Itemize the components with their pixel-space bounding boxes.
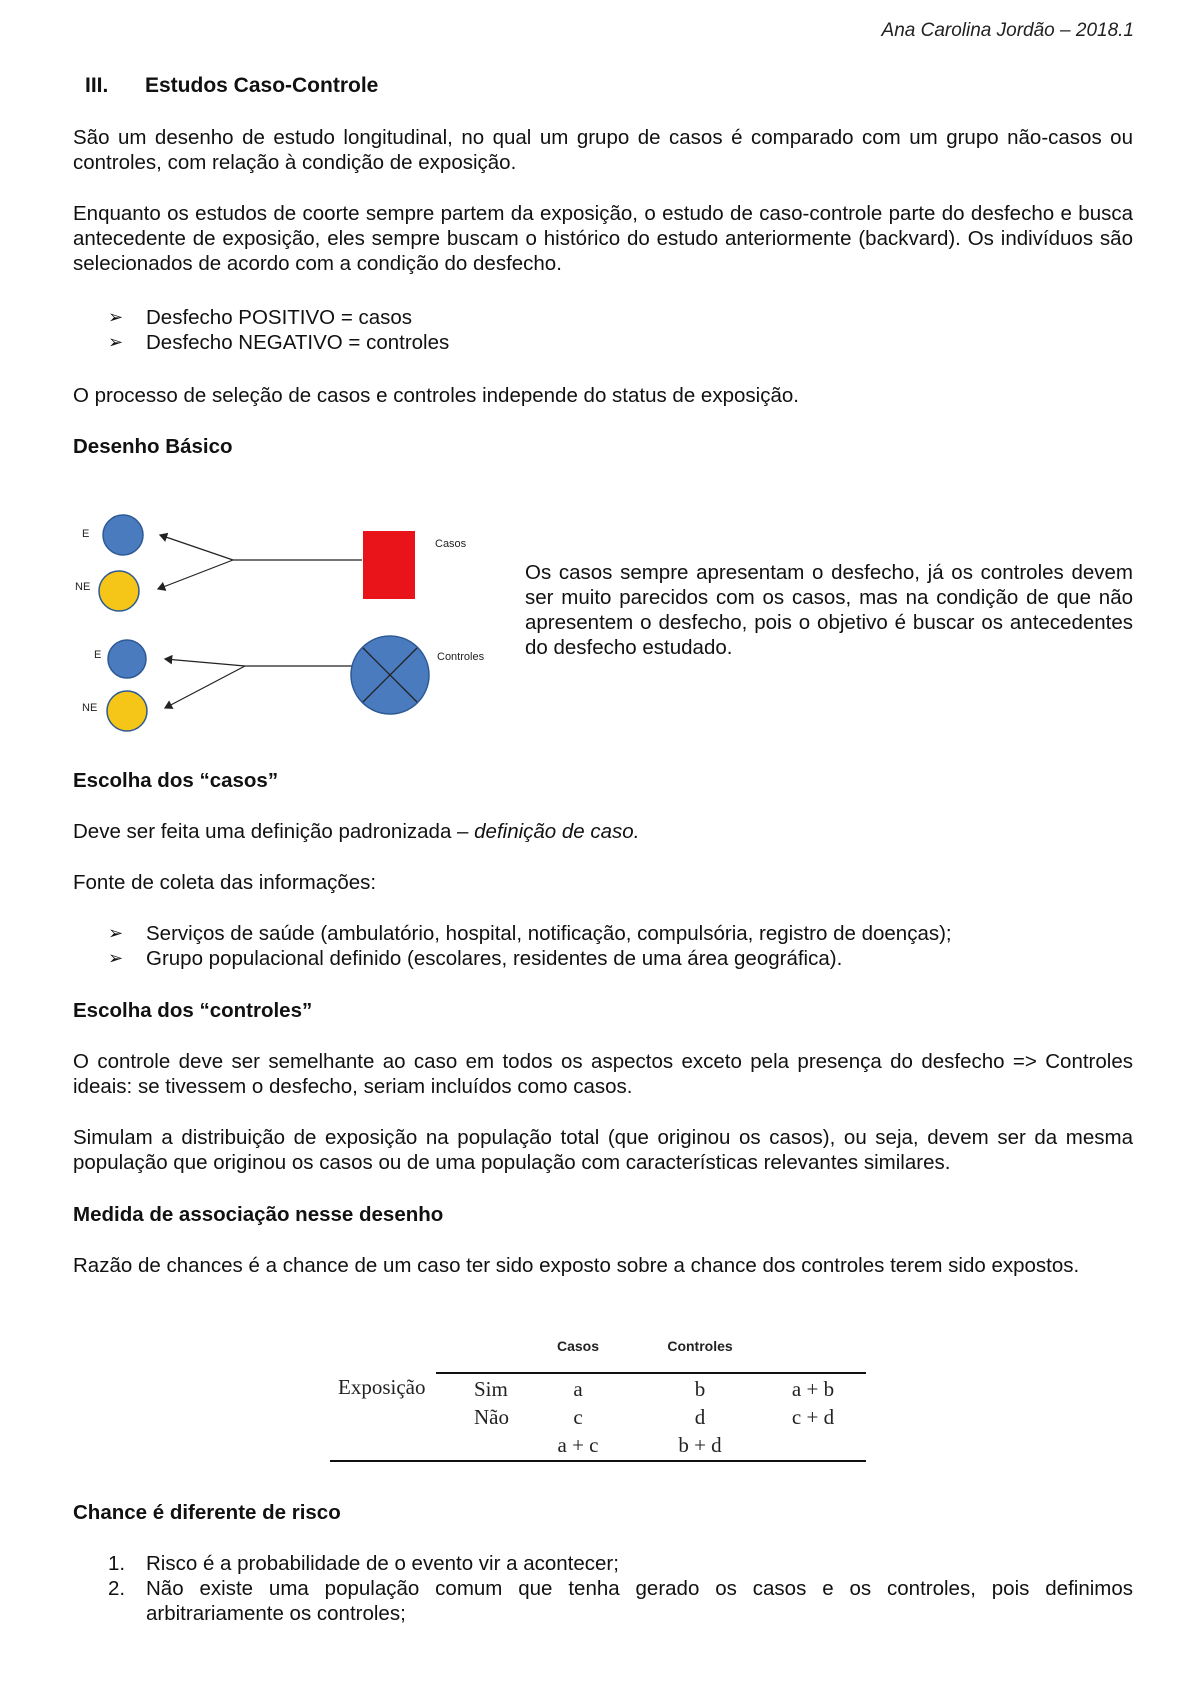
chance-numbered-list	[108, 1551, 1133, 1626]
table-cell-bd: b + d	[678, 1433, 722, 1457]
list-item: ➢ Serviços de saúde (ambulatório, hospital, notificação, compulsória, registro de doenças);	[108, 922, 952, 945]
fonte-bullet-list	[108, 921, 1128, 971]
table-cell-a: a	[573, 1377, 583, 1401]
paragraph-coorte: Enquanto os estudos de coorte sempre partem da exposição, o estudo de caso-controle parte do desfecho e busca antecedente de exposição, eles sempre buscam o histórico do estudo anteriormente (backvard). Os indivíduos são selecionados de acordo com a condição do desfecho.	[73, 202, 1133, 275]
paragraph-fonte: Fonte de coleta das informações:	[73, 871, 377, 894]
page-header-author: Ana Carolina Jordão – 2018.1	[881, 20, 1134, 41]
paragraph-controles-1: O controle deve ser semelhante ao caso em todos os aspectos exceto pela presença do desfecho => Controles ideais: se tivessem o desfecho, seriam incluídos como casos.	[73, 1050, 1133, 1098]
table-cell-cd: c + d	[791, 1405, 835, 1429]
section-title-text: Estudos Caso-Controle	[145, 74, 379, 97]
casos-box	[363, 531, 415, 599]
arrow-bullet-icon: ➢	[108, 307, 124, 327]
paragraph-definicao: Deve ser feita uma definição padronizada – definição de caso.	[73, 820, 640, 843]
heading-medida: Medida de associação nesse desenho	[73, 1203, 444, 1226]
arrow-bullet-icon: ➢	[108, 923, 124, 943]
table-header-casos: Casos	[556, 1338, 600, 1354]
exposed-circle-bottom	[108, 640, 146, 678]
case-control-diagram	[70, 505, 510, 735]
label-ne-bottom: NE	[82, 702, 98, 714]
desfecho-bullet-list	[108, 305, 1128, 355]
paragraph-processo: O processo de seleção de casos e controles independe do status de exposição.	[73, 384, 799, 407]
nonexposed-circle-bottom	[107, 691, 147, 731]
table-cell-ac: a + c	[557, 1433, 599, 1457]
heading-chance: Chance é diferente de risco	[73, 1501, 341, 1524]
list-item: 1. Risco é a probabilidade de o evento vir a acontecer;	[108, 1552, 619, 1575]
contingency-table	[330, 1330, 870, 1465]
list-item: ➢ Desfecho POSITIVO = casos	[108, 306, 413, 329]
heading-escolha-controles: Escolha dos “controles”	[73, 999, 313, 1022]
arrow-bullet-icon: ➢	[108, 332, 124, 352]
label-e-top: E	[82, 528, 90, 540]
diagram-description: Os casos sempre apresentam o desfecho, já os controles devem ser muito parecidos com os casos, mas na condição de que não apresentem o desfecho, pois o objetivo é buscar os antecedentes do desfecho estudado.	[525, 561, 1133, 659]
list-item: 2. Não existe uma população comum que tenha gerado os casos e os controles, pois definimos arbitrariamente os controles;	[108, 1577, 1133, 1625]
table-cell-nao: Não	[474, 1405, 509, 1429]
nonexposed-circle-top	[99, 571, 139, 611]
table-cell-b: b	[694, 1377, 706, 1401]
heading-escolha-casos: Escolha dos “casos”	[73, 769, 279, 792]
label-controles: Controles	[437, 651, 485, 663]
label-e-bottom: E	[94, 649, 102, 661]
table-cell-d: d	[694, 1405, 706, 1429]
table-cell-c: c	[573, 1405, 583, 1429]
definicao-italic: definição de caso.	[474, 820, 640, 843]
table-cell-sim: Sim	[474, 1377, 508, 1401]
table-header-controles: Controles	[667, 1338, 733, 1354]
paragraph-intro: São um desenho de estudo longitudinal, no qual um grupo de casos é comparado com um grupo não-casos ou controles, com relação à condição de exposição.	[73, 126, 1133, 174]
table-cell-ab: a + b	[791, 1377, 835, 1401]
paragraph-medida: Razão de chances é a chance de um caso ter sido exposto sobre a chance dos controles terem sido expostos.	[73, 1254, 1080, 1277]
section-title	[85, 74, 378, 98]
section-number: III.	[85, 74, 109, 97]
list-item: ➢ Grupo populacional definido (escolares, residentes de uma área geográfica).	[108, 947, 843, 970]
paragraph-controles-2: Simulam a distribuição de exposição na população total (que originou os casos), ou seja, devem ser da mesma população que originou os casos ou de uma população com características relevantes similares.	[73, 1126, 1133, 1174]
list-item: ➢ Desfecho NEGATIVO = controles	[108, 331, 450, 354]
heading-desenho-basico: Desenho Básico	[73, 435, 233, 458]
exposed-circle-top	[103, 515, 143, 555]
table-row-label: Exposição	[338, 1375, 426, 1399]
label-casos: Casos	[435, 538, 467, 550]
arrow-bullet-icon: ➢	[108, 948, 124, 968]
label-ne-top: NE	[75, 581, 91, 593]
